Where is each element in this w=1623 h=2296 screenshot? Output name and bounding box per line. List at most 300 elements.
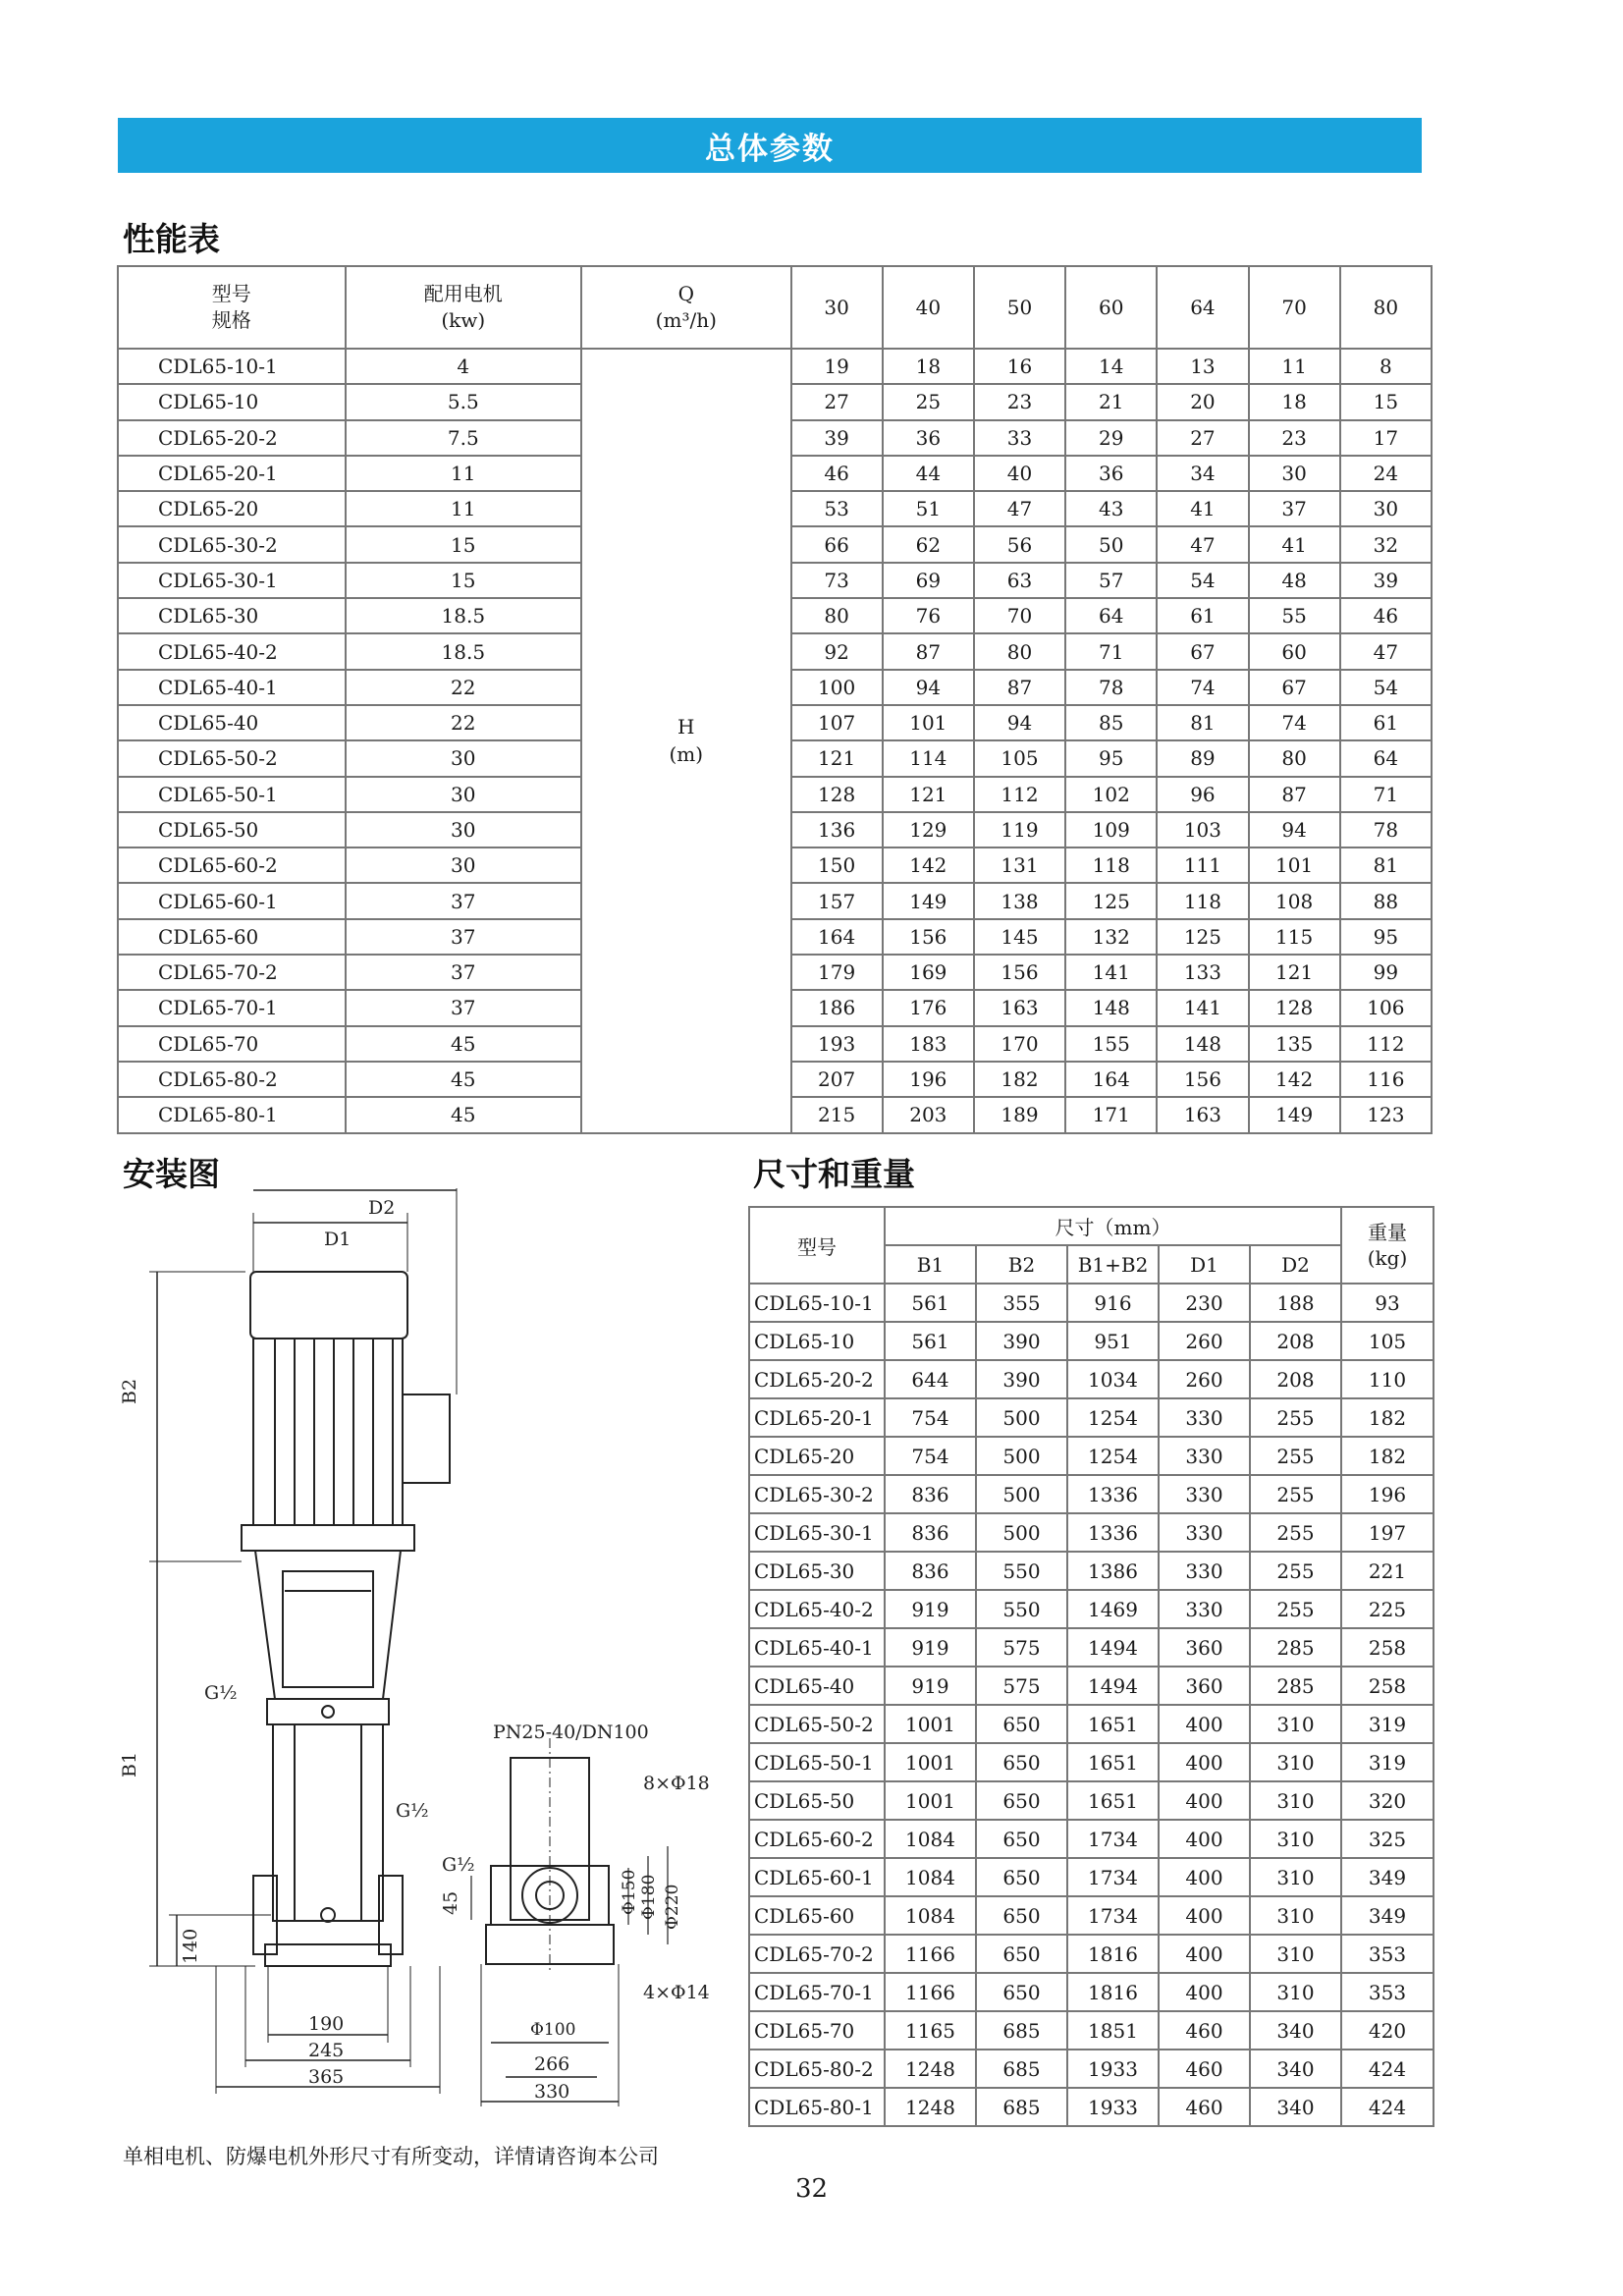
footnote: 单相电机、防爆电机外形尺寸有所变动，详情请咨询本公司 bbox=[123, 2145, 659, 2168]
head-value-cell: 176 bbox=[883, 990, 974, 1025]
dimension-cell: 650 bbox=[976, 1973, 1067, 2011]
head-label-cell: H (m) bbox=[581, 349, 790, 1133]
weight-cell: 110 bbox=[1341, 1360, 1434, 1398]
head-value-cell: 87 bbox=[974, 670, 1065, 705]
table-row bbox=[118, 349, 1432, 384]
head-value-cell: 169 bbox=[883, 955, 974, 990]
dimension-cell: 919 bbox=[885, 1590, 976, 1628]
dimension-cell: 500 bbox=[976, 1513, 1067, 1552]
head-value-cell: 81 bbox=[1340, 847, 1432, 883]
model-cell: CDL65-40-1 bbox=[118, 670, 346, 705]
head-value-cell: 215 bbox=[791, 1097, 883, 1132]
dimension-cell: 1651 bbox=[1067, 1743, 1159, 1781]
head-value-cell: 51 bbox=[883, 491, 974, 526]
label-266: 266 bbox=[534, 2053, 570, 2075]
dimension-cell: 310 bbox=[1250, 1896, 1341, 1935]
dimension-cell: 255 bbox=[1250, 1513, 1341, 1552]
head-value-cell: 37 bbox=[1249, 491, 1340, 526]
model-cell: CDL65-20 bbox=[749, 1437, 885, 1475]
head-value-cell: 150 bbox=[791, 847, 883, 883]
dimension-cell: 1933 bbox=[1067, 2088, 1159, 2126]
head-value-cell: 164 bbox=[791, 919, 883, 955]
head-value-cell: 87 bbox=[1249, 777, 1340, 812]
dimension-cell: 500 bbox=[976, 1475, 1067, 1513]
dimension-cell: 310 bbox=[1250, 1935, 1341, 1973]
head-value-cell: 156 bbox=[974, 955, 1065, 990]
motor-kw-cell: 45 bbox=[346, 1026, 582, 1062]
dimension-cell: 255 bbox=[1250, 1398, 1341, 1437]
weight-cell: 105 bbox=[1341, 1322, 1434, 1360]
head-value-cell: 69 bbox=[883, 563, 974, 598]
model-cell: CDL65-20-1 bbox=[749, 1398, 885, 1437]
head-value-cell: 71 bbox=[1340, 777, 1432, 812]
head-value-cell: 142 bbox=[1249, 1062, 1340, 1097]
dimension-cell: 1084 bbox=[885, 1820, 976, 1858]
dimension-cell: 340 bbox=[1250, 2011, 1341, 2050]
weight-cell: 182 bbox=[1341, 1398, 1434, 1437]
table-row bbox=[749, 1705, 1434, 1743]
model-cell: CDL65-80-2 bbox=[118, 1062, 346, 1097]
model-cell: CDL65-10-1 bbox=[118, 349, 346, 384]
head-value-cell: 24 bbox=[1340, 456, 1432, 491]
dimension-cell: 1933 bbox=[1067, 2050, 1159, 2088]
head-value-cell: 157 bbox=[791, 883, 883, 918]
model-cell: CDL65-40-1 bbox=[749, 1628, 885, 1667]
motor-kw-cell: 37 bbox=[346, 883, 582, 918]
head-value-cell: 78 bbox=[1065, 670, 1157, 705]
head-value-cell: 25 bbox=[883, 384, 974, 419]
model-cell: CDL65-70 bbox=[749, 2011, 885, 2050]
head-value-cell: 14 bbox=[1065, 349, 1157, 384]
head-value-cell: 21 bbox=[1065, 384, 1157, 419]
head-value-cell: 207 bbox=[791, 1062, 883, 1097]
dimension-cell: 1254 bbox=[1067, 1398, 1159, 1437]
dimension-cell: 836 bbox=[885, 1475, 976, 1513]
head-value-cell: 105 bbox=[974, 740, 1065, 776]
head-value-cell: 148 bbox=[1065, 990, 1157, 1025]
label-330: 330 bbox=[534, 2081, 570, 2103]
dimension-cell: 230 bbox=[1159, 1284, 1250, 1322]
motor-fan-cover bbox=[250, 1272, 407, 1339]
model-cell: CDL65-50-2 bbox=[749, 1705, 885, 1743]
dimension-cell: 400 bbox=[1159, 1820, 1250, 1858]
head-value-cell: 61 bbox=[1157, 598, 1248, 633]
label-phi220: Φ220 bbox=[663, 1884, 682, 1930]
head-value-cell: 15 bbox=[1340, 384, 1432, 419]
model-cell: CDL65-20-2 bbox=[118, 420, 346, 456]
section-banner: 总体参数 bbox=[118, 118, 1422, 173]
model-cell: CDL65-80-1 bbox=[749, 2088, 885, 2126]
header-motor: 配用电机 (kw) bbox=[346, 266, 582, 349]
head-value-cell: 125 bbox=[1065, 883, 1157, 918]
head-value-cell: 99 bbox=[1340, 955, 1432, 990]
table-row bbox=[749, 2050, 1434, 2088]
head-value-cell: 196 bbox=[883, 1062, 974, 1097]
dimensions-header-row bbox=[749, 1207, 1434, 1245]
dimension-cell: 1816 bbox=[1067, 1973, 1159, 2011]
head-value-cell: 103 bbox=[1157, 812, 1248, 847]
weight-cell: 225 bbox=[1341, 1590, 1434, 1628]
model-cell: CDL65-70-2 bbox=[749, 1935, 885, 1973]
head-value-cell: 95 bbox=[1340, 919, 1432, 955]
dimension-cell: 1734 bbox=[1067, 1820, 1159, 1858]
dimension-cell: 919 bbox=[885, 1667, 976, 1705]
weight-cell: 349 bbox=[1341, 1896, 1434, 1935]
head-value-cell: 32 bbox=[1340, 526, 1432, 562]
dimension-cell: 330 bbox=[1159, 1475, 1250, 1513]
weight-cell: 424 bbox=[1341, 2088, 1434, 2126]
dimension-cell: 260 bbox=[1159, 1360, 1250, 1398]
table-row bbox=[749, 1284, 1434, 1322]
dimension-cell: 1254 bbox=[1067, 1437, 1159, 1475]
dimension-cell: 310 bbox=[1250, 1743, 1341, 1781]
dimension-cell: 460 bbox=[1159, 2011, 1250, 2050]
weight-cell: 182 bbox=[1341, 1437, 1434, 1475]
dimensions-body bbox=[749, 1284, 1434, 2126]
motor-kw-cell: 7.5 bbox=[346, 420, 582, 456]
head-value-cell: 41 bbox=[1157, 491, 1248, 526]
dimension-cell: 460 bbox=[1159, 2050, 1250, 2088]
head-value-cell: 118 bbox=[1157, 883, 1248, 918]
head-value-cell: 182 bbox=[974, 1062, 1065, 1097]
performance-header-row bbox=[118, 266, 1432, 349]
weight-cell: 420 bbox=[1341, 2011, 1434, 2050]
head-value-cell: 74 bbox=[1249, 705, 1340, 740]
dimension-cell: 650 bbox=[976, 1935, 1067, 1973]
table-row bbox=[749, 1322, 1434, 1360]
head-value-cell: 39 bbox=[791, 420, 883, 456]
head-value-cell: 164 bbox=[1065, 1062, 1157, 1097]
dimension-cell: 919 bbox=[885, 1628, 976, 1667]
table-row bbox=[749, 1360, 1434, 1398]
head-value-cell: 186 bbox=[791, 990, 883, 1025]
label-190: 190 bbox=[308, 2013, 345, 2035]
dimension-cell: 255 bbox=[1250, 1475, 1341, 1513]
head-value-cell: 138 bbox=[974, 883, 1065, 918]
model-cell: CDL65-40 bbox=[749, 1667, 885, 1705]
dimension-cell: 836 bbox=[885, 1513, 976, 1552]
page-number: 32 bbox=[794, 2174, 829, 2204]
head-value-cell: 36 bbox=[883, 420, 974, 456]
dimension-cell: 400 bbox=[1159, 1858, 1250, 1896]
head-value-cell: 121 bbox=[1249, 955, 1340, 990]
dimensions-heading: 尺寸和重量 bbox=[753, 1155, 915, 1193]
dimension-cell: 754 bbox=[885, 1437, 976, 1475]
dim-subheader: D2 bbox=[1250, 1245, 1341, 1284]
table-row bbox=[749, 1973, 1434, 2011]
performance-body bbox=[118, 349, 1432, 1133]
model-cell: CDL65-60 bbox=[749, 1896, 885, 1935]
dimension-cell: 330 bbox=[1159, 1590, 1250, 1628]
weight-cell: 258 bbox=[1341, 1667, 1434, 1705]
dimension-cell: 310 bbox=[1250, 1705, 1341, 1743]
motor-kw-cell: 45 bbox=[346, 1097, 582, 1132]
model-cell: CDL65-50 bbox=[118, 812, 346, 847]
model-cell: CDL65-10-1 bbox=[749, 1284, 885, 1322]
installation-drawing bbox=[119, 1188, 736, 2131]
dimension-cell: 1165 bbox=[885, 2011, 976, 2050]
dimension-cell: 340 bbox=[1250, 2088, 1341, 2126]
label-g-side: G½ bbox=[442, 1854, 475, 1876]
dimension-cell: 575 bbox=[976, 1628, 1067, 1667]
label-phi100: Φ100 bbox=[530, 2020, 576, 2040]
head-value-cell: 133 bbox=[1157, 955, 1248, 990]
weight-cell: 197 bbox=[1341, 1513, 1434, 1552]
head-value-cell: 16 bbox=[974, 349, 1065, 384]
label-b1: B1 bbox=[119, 1751, 140, 1777]
weight-cell: 320 bbox=[1341, 1781, 1434, 1820]
pump-head bbox=[267, 1699, 389, 1724]
header-flow: Q (m³/h) bbox=[581, 266, 790, 349]
dimension-cell: 1494 bbox=[1067, 1628, 1159, 1667]
head-value-cell: 111 bbox=[1157, 847, 1248, 883]
head-value-cell: 118 bbox=[1065, 847, 1157, 883]
dimension-cell: 1469 bbox=[1067, 1590, 1159, 1628]
head-value-cell: 66 bbox=[791, 526, 883, 562]
model-cell: CDL65-10 bbox=[118, 384, 346, 419]
dimension-cell: 561 bbox=[885, 1284, 976, 1322]
head-value-cell: 39 bbox=[1340, 563, 1432, 598]
head-value-cell: 149 bbox=[1249, 1097, 1340, 1132]
dimension-cell: 1084 bbox=[885, 1896, 976, 1935]
head-value-cell: 64 bbox=[1340, 740, 1432, 776]
model-cell: CDL65-50-1 bbox=[749, 1743, 885, 1781]
head-value-cell: 67 bbox=[1157, 633, 1248, 669]
motor-kw-cell: 37 bbox=[346, 955, 582, 990]
head-value-cell: 47 bbox=[974, 491, 1065, 526]
head-value-cell: 145 bbox=[974, 919, 1065, 955]
head-value-cell: 183 bbox=[883, 1026, 974, 1062]
dimension-cell: 1034 bbox=[1067, 1360, 1159, 1398]
motor-kw-cell: 15 bbox=[346, 526, 582, 562]
head-value-cell: 94 bbox=[1249, 812, 1340, 847]
head-value-cell: 8 bbox=[1340, 349, 1432, 384]
dimension-cell: 390 bbox=[976, 1322, 1067, 1360]
dimension-cell: 460 bbox=[1159, 2088, 1250, 2126]
table-row bbox=[749, 1820, 1434, 1858]
model-cell: CDL65-60-1 bbox=[118, 883, 346, 918]
dimension-cell: 255 bbox=[1250, 1552, 1341, 1590]
dimension-cell: 916 bbox=[1067, 1284, 1159, 1322]
dimension-cell: 400 bbox=[1159, 1973, 1250, 2011]
model-cell: CDL65-20-1 bbox=[118, 456, 346, 491]
header-flow-value: 70 bbox=[1249, 266, 1340, 349]
motor-kw-cell: 18.5 bbox=[346, 633, 582, 669]
head-value-cell: 20 bbox=[1157, 384, 1248, 419]
dimension-cell: 1001 bbox=[885, 1781, 976, 1820]
table-row bbox=[749, 1398, 1434, 1437]
head-value-cell: 23 bbox=[1249, 420, 1340, 456]
dimension-cell: 1494 bbox=[1067, 1667, 1159, 1705]
table-row bbox=[749, 1667, 1434, 1705]
label-bolts4: 4×Φ14 bbox=[643, 1982, 710, 2003]
head-value-cell: 119 bbox=[974, 812, 1065, 847]
header-flow-value: 40 bbox=[883, 266, 974, 349]
lantern-bracket bbox=[255, 1551, 401, 1699]
dimension-cell: 650 bbox=[976, 1820, 1067, 1858]
head-value-cell: 80 bbox=[1249, 740, 1340, 776]
model-cell: CDL65-30-2 bbox=[749, 1475, 885, 1513]
dimension-cell: 360 bbox=[1159, 1667, 1250, 1705]
dimension-cell: 330 bbox=[1159, 1552, 1250, 1590]
label-b2: B2 bbox=[119, 1378, 140, 1404]
dimension-cell: 500 bbox=[976, 1437, 1067, 1475]
head-value-cell: 57 bbox=[1065, 563, 1157, 598]
dim-header-size: 尺寸（mm） bbox=[885, 1207, 1341, 1245]
head-value-cell: 171 bbox=[1065, 1097, 1157, 1132]
model-cell: CDL65-40-2 bbox=[118, 633, 346, 669]
dim-header-model: 型号 bbox=[749, 1207, 885, 1284]
head-value-cell: 129 bbox=[883, 812, 974, 847]
dim-subheader: B1 bbox=[885, 1245, 976, 1284]
head-value-cell: 46 bbox=[791, 456, 883, 491]
table-row bbox=[749, 1743, 1434, 1781]
head-value-cell: 70 bbox=[974, 598, 1065, 633]
head-value-cell: 88 bbox=[1340, 883, 1432, 918]
motor-kw-cell: 22 bbox=[346, 705, 582, 740]
head-value-cell: 156 bbox=[1157, 1062, 1248, 1097]
model-cell: CDL65-50-1 bbox=[118, 777, 346, 812]
head-value-cell: 81 bbox=[1157, 705, 1248, 740]
label-365: 365 bbox=[308, 2066, 345, 2088]
head-value-cell: 141 bbox=[1065, 955, 1157, 990]
dimension-cell: 360 bbox=[1159, 1628, 1250, 1667]
table-row bbox=[749, 1552, 1434, 1590]
weight-cell: 353 bbox=[1341, 1973, 1434, 2011]
model-cell: CDL65-30 bbox=[749, 1552, 885, 1590]
dimension-cell: 255 bbox=[1250, 1590, 1341, 1628]
head-value-cell: 54 bbox=[1340, 670, 1432, 705]
table-row bbox=[749, 1781, 1434, 1820]
table-row bbox=[749, 2088, 1434, 2126]
dim-subheader: B2 bbox=[976, 1245, 1067, 1284]
dimension-cell: 1248 bbox=[885, 2050, 976, 2088]
head-value-cell: 163 bbox=[1157, 1097, 1248, 1132]
head-value-cell: 43 bbox=[1065, 491, 1157, 526]
head-value-cell: 55 bbox=[1249, 598, 1340, 633]
dimension-cell: 1166 bbox=[885, 1935, 976, 1973]
pump-sleeve bbox=[273, 1724, 383, 1921]
head-value-cell: 29 bbox=[1065, 420, 1157, 456]
dimension-cell: 255 bbox=[1250, 1437, 1341, 1475]
head-value-cell: 47 bbox=[1157, 526, 1248, 562]
label-140: 140 bbox=[180, 1928, 201, 1964]
head-value-cell: 100 bbox=[791, 670, 883, 705]
motor-kw-cell: 22 bbox=[346, 670, 582, 705]
dimension-cell: 1001 bbox=[885, 1705, 976, 1743]
model-cell: CDL65-60-2 bbox=[118, 847, 346, 883]
dimension-cell: 285 bbox=[1250, 1667, 1341, 1705]
dimension-cell: 500 bbox=[976, 1398, 1067, 1437]
dimension-cell: 1336 bbox=[1067, 1513, 1159, 1552]
head-value-cell: 148 bbox=[1157, 1026, 1248, 1062]
head-value-cell: 53 bbox=[791, 491, 883, 526]
head-value-cell: 131 bbox=[974, 847, 1065, 883]
dimension-cell: 310 bbox=[1250, 1820, 1341, 1858]
model-cell: CDL65-50-2 bbox=[118, 740, 346, 776]
head-value-cell: 94 bbox=[974, 705, 1065, 740]
model-cell: CDL65-20-2 bbox=[749, 1360, 885, 1398]
head-value-cell: 11 bbox=[1249, 349, 1340, 384]
dimension-cell: 1651 bbox=[1067, 1781, 1159, 1820]
weight-cell: 319 bbox=[1341, 1743, 1434, 1781]
head-value-cell: 50 bbox=[1065, 526, 1157, 562]
model-cell: CDL65-30-1 bbox=[118, 563, 346, 598]
table-row bbox=[749, 1475, 1434, 1513]
dimension-cell: 260 bbox=[1159, 1322, 1250, 1360]
head-value-cell: 87 bbox=[883, 633, 974, 669]
head-value-cell: 132 bbox=[1065, 919, 1157, 955]
head-value-cell: 80 bbox=[974, 633, 1065, 669]
motor-kw-cell: 11 bbox=[346, 491, 582, 526]
dimension-cell: 685 bbox=[976, 2088, 1067, 2126]
head-value-cell: 115 bbox=[1249, 919, 1340, 955]
dimension-cell: 575 bbox=[976, 1667, 1067, 1705]
head-value-cell: 96 bbox=[1157, 777, 1248, 812]
dimension-cell: 650 bbox=[976, 1858, 1067, 1896]
head-value-cell: 41 bbox=[1249, 526, 1340, 562]
model-cell: CDL65-60-1 bbox=[749, 1858, 885, 1896]
motor-kw-cell: 45 bbox=[346, 1062, 582, 1097]
table-row bbox=[749, 1896, 1434, 1935]
table-row bbox=[749, 1437, 1434, 1475]
weight-cell: 93 bbox=[1341, 1284, 1434, 1322]
motor-kw-cell: 37 bbox=[346, 990, 582, 1025]
model-cell: CDL65-50 bbox=[749, 1781, 885, 1820]
dimension-cell: 650 bbox=[976, 1705, 1067, 1743]
head-value-cell: 94 bbox=[883, 670, 974, 705]
model-cell: CDL65-30-2 bbox=[118, 526, 346, 562]
dimension-cell: 550 bbox=[976, 1590, 1067, 1628]
head-value-cell: 108 bbox=[1249, 883, 1340, 918]
motor-kw-cell: 4 bbox=[346, 349, 582, 384]
head-value-cell: 64 bbox=[1065, 598, 1157, 633]
head-value-cell: 18 bbox=[883, 349, 974, 384]
head-value-cell: 60 bbox=[1249, 633, 1340, 669]
pump-base bbox=[265, 1944, 391, 1966]
head-value-cell: 76 bbox=[883, 598, 974, 633]
dimension-cell: 1386 bbox=[1067, 1552, 1159, 1590]
installation-heading: 安装图 bbox=[123, 1155, 220, 1193]
header-flow-value: 80 bbox=[1340, 266, 1432, 349]
head-value-cell: 44 bbox=[883, 456, 974, 491]
dimension-cell: 400 bbox=[1159, 1781, 1250, 1820]
motor-flange bbox=[242, 1525, 414, 1551]
dim-subheader: B1+B2 bbox=[1067, 1245, 1159, 1284]
head-value-cell: 112 bbox=[1340, 1026, 1432, 1062]
head-value-cell: 67 bbox=[1249, 670, 1340, 705]
head-value-cell: 85 bbox=[1065, 705, 1157, 740]
model-cell: CDL65-80-2 bbox=[749, 2050, 885, 2088]
dimension-cell: 1734 bbox=[1067, 1896, 1159, 1935]
head-value-cell: 63 bbox=[974, 563, 1065, 598]
dimension-cell: 1816 bbox=[1067, 1935, 1159, 1973]
weight-cell: 221 bbox=[1341, 1552, 1434, 1590]
dimension-cell: 1166 bbox=[885, 1973, 976, 2011]
head-value-cell: 73 bbox=[791, 563, 883, 598]
dimension-cell: 644 bbox=[885, 1360, 976, 1398]
label-phi150: Φ150 bbox=[620, 1869, 639, 1915]
head-value-cell: 34 bbox=[1157, 456, 1248, 491]
head-value-cell: 112 bbox=[974, 777, 1065, 812]
head-value-cell: 107 bbox=[791, 705, 883, 740]
head-value-cell: 141 bbox=[1157, 990, 1248, 1025]
head-value-cell: 128 bbox=[1249, 990, 1340, 1025]
head-value-cell: 116 bbox=[1340, 1062, 1432, 1097]
dimension-cell: 685 bbox=[976, 2050, 1067, 2088]
weight-cell: 258 bbox=[1341, 1628, 1434, 1667]
model-cell: CDL65-70 bbox=[118, 1026, 346, 1062]
